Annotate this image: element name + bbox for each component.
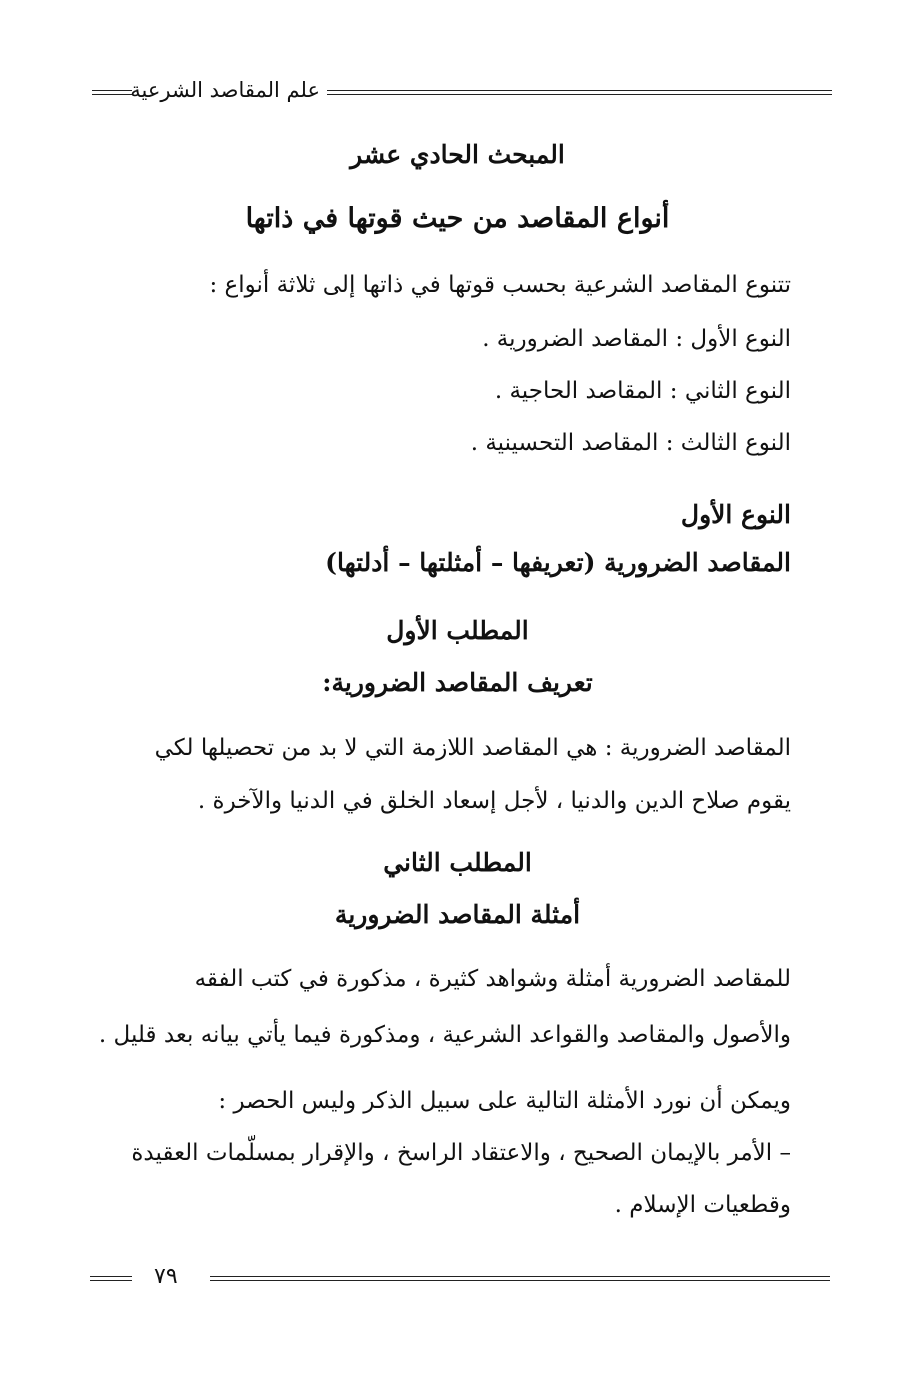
examples-para1-line-1: للمقاصد الضرورية أمثلة وشواهد كثيرة ، مذكورة في كتب الفقه [194, 966, 791, 992]
examples-para2-line-2: – الأمر بالإيمان الصحيح ، والاعتقاد الراسخ ، والإقرار بمسلّمات العقيدة [131, 1140, 791, 1166]
intro-item-3: النوع الثالث : المقاصد التحسينية . [470, 430, 791, 456]
definition-line-1: المقاصد الضرورية : هي المقاصد اللازمة التي لا بد من تحصيلها لكي [154, 735, 791, 761]
type-one-title: النوع الأول [680, 500, 791, 529]
intro-item-1: النوع الأول : المقاصد الضرورية . [482, 326, 791, 352]
intro-line: تتنوع المقاصد الشرعية بحسب قوتها في ذاتها إلى ثلاثة أنواع : [209, 272, 791, 298]
type-one-subtitle: المقاصد الضرورية (تعريفها – أمثلتها – أدلتها) [325, 548, 791, 577]
header-rule-left [92, 90, 132, 95]
matlab-one-subtitle: تعريف المقاصد الضرورية: [322, 668, 593, 697]
running-header [92, 78, 832, 108]
matlab-two-title: المطلب الثاني [383, 848, 532, 877]
definition-line-2: يقوم صلاح الدين والدنيا ، لأجل إسعاد الخلق في الدنيا والآخرة . [197, 788, 791, 814]
intro-item-2: النوع الثاني : المقاصد الحاجية . [494, 378, 791, 404]
examples-para2-line-1: ويمكن أن نورد الأمثلة التالية على سبيل الذكر وليس الحصر : [218, 1088, 791, 1114]
footer-rule-left [90, 1276, 132, 1281]
matlab-one-title: المطلب الأول [386, 616, 529, 645]
footer-rule-right [210, 1276, 830, 1281]
page-footer [90, 1264, 830, 1294]
examples-para1-line-2: والأصول والمقاصد والقواعد الشرعية ، ومذكورة فيما يأتي بيانه بعد قليل . [98, 1022, 791, 1048]
examples-para2-line-3: وقطعيات الإسلام . [614, 1192, 791, 1218]
page-number: ٧٩ [154, 1264, 178, 1289]
running-title: علم المقاصد الشرعية [130, 78, 320, 102]
matlab-two-subtitle: أمثلة المقاصد الضرورية [334, 900, 581, 929]
section-subheading: أنواع المقاصد من حيث قوتها في ذاتها [245, 203, 670, 234]
section-heading: المبحث الحادي عشر [350, 140, 565, 169]
header-rule-right [327, 90, 832, 95]
